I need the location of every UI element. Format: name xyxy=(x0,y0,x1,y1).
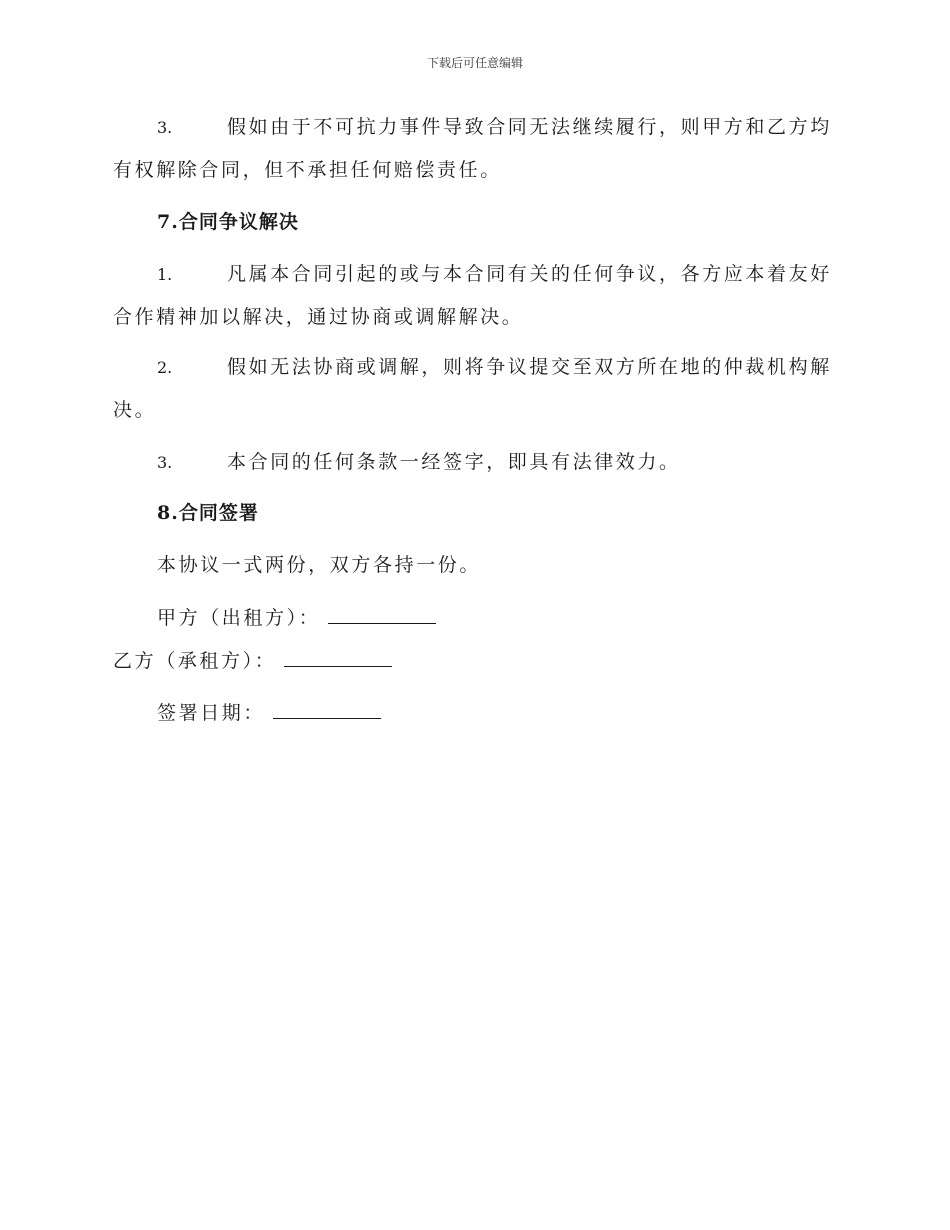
list-item xyxy=(113,355,832,380)
party-a-blank xyxy=(328,605,436,624)
date-label: 签署日期： xyxy=(157,702,266,724)
party-a-signature-line xyxy=(157,605,436,630)
signing-date-line xyxy=(157,700,381,725)
item-number: 3. xyxy=(157,118,173,137)
item-text-line2: 决。 xyxy=(113,399,157,421)
list-item xyxy=(113,450,681,475)
item-text-line1: 本合同的任何条款一经签字，即具有法律效力。 xyxy=(227,451,681,473)
item-text-line1: 假如无法协商或调解，则将争议提交至双方所在地的仲裁机构解 xyxy=(227,356,832,378)
date-blank xyxy=(273,700,381,719)
item-number: 1. xyxy=(157,265,173,284)
item-number: 3. xyxy=(157,453,173,472)
item-text-line1: 凡属本合同引起的或与本合同有关的任何争议，各方应本着友好 xyxy=(227,263,832,285)
party-b-signature-line xyxy=(113,648,392,673)
item-text-line1: 假如由于不可抗力事件导致合同无法继续履行，则甲方和乙方均 xyxy=(227,116,832,138)
item-text-line2: 合作精神加以解决，通过协商或调解解决。 xyxy=(113,306,524,328)
item-text-line2: 有权解除合同，但不承担任何赔偿责任。 xyxy=(113,159,502,181)
list-item-number xyxy=(113,115,832,140)
section-heading-signing: 8.合同签署 xyxy=(157,502,259,524)
page-header: 下载后可任意编辑 xyxy=(426,56,523,70)
item-number: 2. xyxy=(157,358,173,377)
party-b-blank xyxy=(284,648,392,667)
list-item xyxy=(113,262,832,287)
party-a-label: 甲方（出租方）： xyxy=(157,607,321,629)
signing-paragraph: 本协议一式两份，双方各持一份。 xyxy=(157,554,482,576)
party-b-label: 乙方（承租方）： xyxy=(113,650,277,672)
section-heading-dispute: 7.合同争议解决 xyxy=(157,211,299,233)
